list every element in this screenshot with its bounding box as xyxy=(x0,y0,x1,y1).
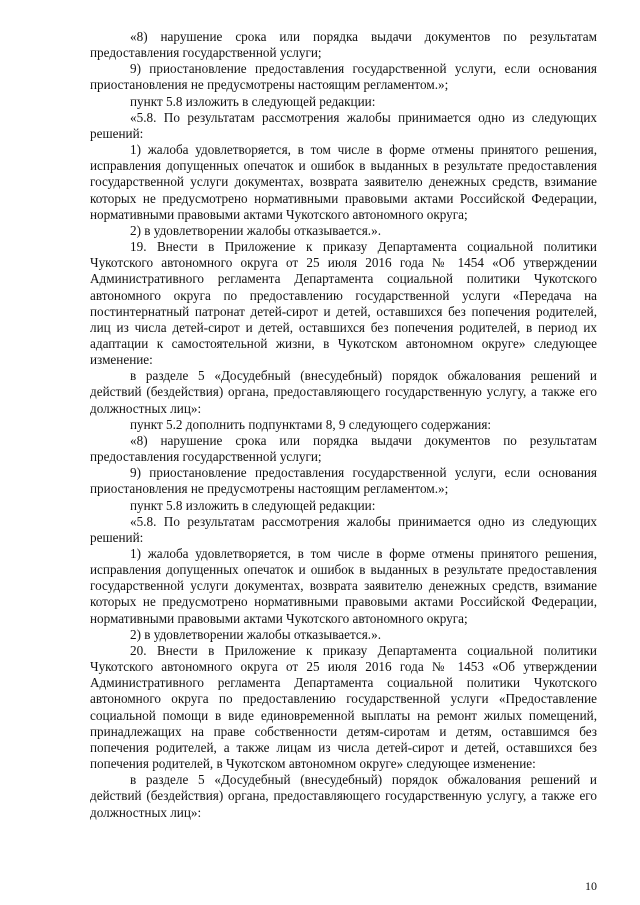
paragraph: в разделе 5 «Досудебный (внесудебный) порядок обжалования решений и действий (бездействия) органа, предоставляющего государственную услугу, а также его должностных лиц»: xyxy=(90,772,597,820)
paragraph: 19. Внести в Приложение к приказу Департамента социальной политики Чукотского автономного округа от 25 июля 2016 года № 1454 «Об утверждении Административного регламента Департамента социальной политики Чукотского автономного округа по предоставлению государственной услуги «Передача на постинтернатный патронат детей-сирот и детей, оставшихся без попечения родителей, лиц из числа детей-сирот и детей, оставшихся без попечения родителей, в период их адаптации к самостоятельной жизни, в Чукотском автономном округе» следующее изменение: xyxy=(90,239,597,368)
paragraph: 1) жалоба удовлетворяется, в том числе в форме отмены принятого решения, исправления допущенных опечаток и ошибок в выданных в результате предоставления государственной услуги документах, возврата заявителю денежных средств, взимание которых не предусмотрено нормативными правовыми актами Российской Федерации, нормативными правовыми актами Чукотского автономного округа; xyxy=(90,142,597,222)
paragraph: 1) жалоба удовлетворяется, в том числе в форме отмены принятого решения, исправления допущенных опечаток и ошибок в выданных в результате предоставления государственной услуги документах, возврата заявителю денежных средств, взимание которых не предусмотрено нормативными правовыми актами Российской Федерации, нормативными правовыми актами Чукотского автономного округа; xyxy=(90,546,597,626)
paragraph: 9) приостановление предоставления государственной услуги, если основания приостановления не предусмотрены настоящим регламентом.»; xyxy=(90,465,597,497)
paragraph: пункт 5.2 дополнить подпунктами 8, 9 следующего содержания: xyxy=(130,416,492,432)
paragraph: 9) приостановление предоставления государственной услуги, если основания приостановления не предусмотрены настоящим регламентом.»; xyxy=(90,61,597,93)
paragraph: пункт 5.8 изложить в следующей редакции: xyxy=(130,497,376,513)
paragraph: в разделе 5 «Досудебный (внесудебный) порядок обжалования решений и действий (бездействия) органа, предоставляющего государственную услугу, а также его должностных лиц»: xyxy=(90,368,597,416)
page-number: 10 xyxy=(585,879,597,893)
paragraph: «8) нарушение срока или порядка выдачи документов по результатам предоставления государственной услуги; xyxy=(90,29,597,61)
paragraph: «8) нарушение срока или порядка выдачи документов по результатам предоставления государственной услуги; xyxy=(90,432,597,465)
document-body xyxy=(90,29,597,821)
paragraph: «5.8. По результатам рассмотрения жалобы принимается одно из следующих решений: xyxy=(90,109,597,141)
paragraph: 20. Внести в Приложение к приказу Департамента социальной политики Чукотского автономного округа от 25 июля 2016 года № 1453 «Об утверждении Административного регламента Департамента социальной политики Чукотского автономного округа по предоставлению государственной услуги «Предоставление социальной помощи в виде единовременной выплаты на ремонт жилых помещений, принадлежащих на праве собственности детям-сиротам и детям, оставшимся без попечения родителей, а также лицам из числа детей-сирот и детей, оставшихся без попечения родителей, в Чукотском автономном округе» следующее изменение: xyxy=(90,642,597,772)
paragraph: 2) в удовлетворении жалобы отказывается.». xyxy=(130,626,381,642)
paragraph: пункт 5.8 изложить в следующей редакции: xyxy=(130,93,376,109)
paragraph: «5.8. По результатам рассмотрения жалобы принимается одно из следующих решений: xyxy=(90,513,597,545)
paragraph: 2) в удовлетворении жалобы отказывается.». xyxy=(130,222,381,238)
